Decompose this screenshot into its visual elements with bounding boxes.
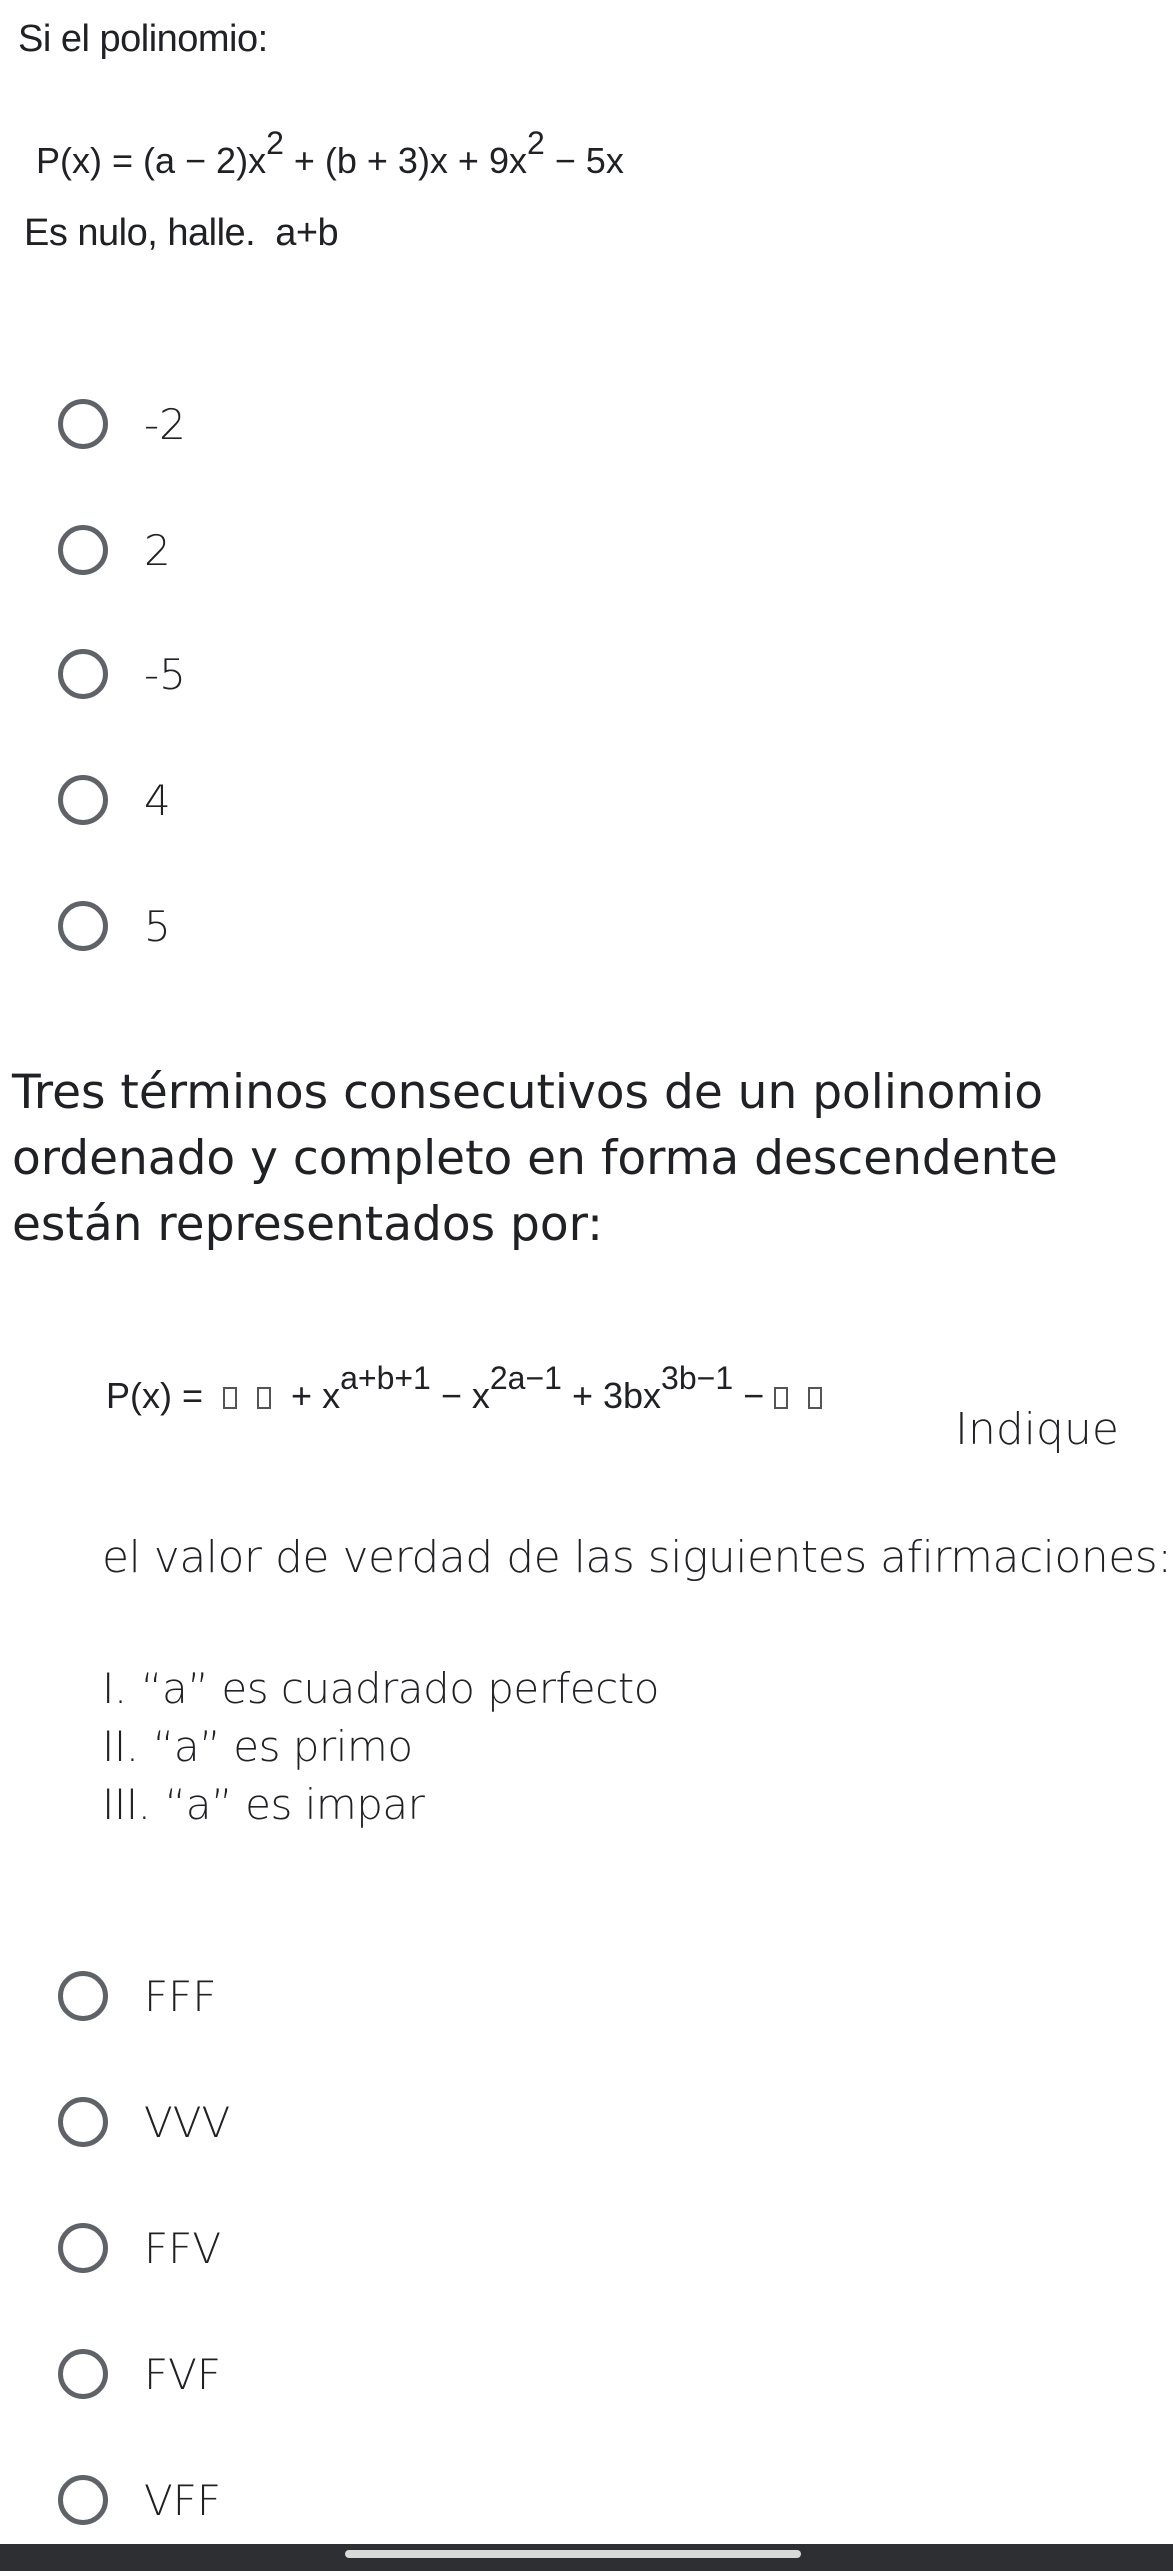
option-label: -5 <box>144 649 186 699</box>
radio-button[interactable] <box>58 399 108 449</box>
option-label: VVV <box>144 2097 231 2147</box>
option-label: FFF <box>144 1971 217 2021</box>
radio-button[interactable] <box>58 2475 108 2525</box>
system-navigation-bar <box>0 2544 1173 2571</box>
question-2-option[interactable] <box>58 2468 221 2532</box>
placeholder-box-icon <box>257 1387 271 1409</box>
option-label: -2 <box>144 399 186 449</box>
formula-term: + x <box>291 1375 341 1416</box>
question-1-option[interactable] <box>58 392 186 456</box>
question-2-option[interactable] <box>58 2216 221 2280</box>
question-2-statements <box>102 1660 659 1834</box>
radio-button[interactable] <box>58 2349 108 2399</box>
statement-number: III. <box>102 1780 151 1829</box>
question-1-prompt-expression: a+b <box>275 212 339 254</box>
question-1-option[interactable] <box>58 642 186 706</box>
formula-lhs: P(x) = (a − 2)x <box>36 140 267 181</box>
question-1-prompt-text: Es nulo, halle. <box>24 212 256 254</box>
formula-exponent: a+b+1 <box>340 1360 431 1396</box>
question-1-option[interactable] <box>58 894 171 958</box>
formula-tail: − 5x <box>544 140 624 181</box>
radio-button[interactable] <box>58 1971 108 2021</box>
statement-text: “a” es cuadrado perfecto <box>140 1664 659 1713</box>
question-2-indique: Indique <box>955 1404 1119 1455</box>
radio-button[interactable] <box>58 901 108 951</box>
formula-exponent: 2a−1 <box>489 1360 562 1396</box>
option-label: 2 <box>144 525 171 575</box>
option-label: 4 <box>144 775 171 825</box>
radio-button[interactable] <box>58 2223 108 2273</box>
statement-number: II. <box>102 1722 139 1771</box>
formula-lhs: P(x) = <box>106 1375 204 1416</box>
formula-term: − <box>733 1375 765 1416</box>
formula-exponent: 3b−1 <box>661 1360 734 1396</box>
option-label: FVF <box>144 2349 222 2399</box>
question-1-prompt <box>24 212 338 255</box>
formula-term: + 3bx <box>561 1375 662 1416</box>
question-2-title: Tres términos consecutivos de un polinomio ordenado y completo en forma descendente están representados por: <box>12 1065 1058 1252</box>
question-1-formula <box>36 125 624 182</box>
question-1-option[interactable] <box>58 518 171 582</box>
radio-button[interactable] <box>58 2097 108 2147</box>
question-2-option[interactable] <box>58 2090 230 2154</box>
question-1-intro: Si el polinomio: <box>18 18 268 60</box>
formula-exponent: 2 <box>266 125 284 161</box>
formula-middle: + (b + 3)x + 9x <box>283 140 527 181</box>
option-label: 5 <box>144 901 171 951</box>
placeholder-box-icon <box>774 1387 788 1409</box>
placeholder-box-icon <box>223 1387 237 1409</box>
option-label: VFF <box>144 2475 222 2525</box>
home-gesture-handle[interactable] <box>345 2550 801 2558</box>
question-2-prompt: el valor de verdad de las siguientes afirmaciones: <box>102 1532 1172 1583</box>
option-label: FFV <box>144 2223 222 2273</box>
question-2-option[interactable] <box>58 2342 221 2406</box>
placeholder-box-icon <box>808 1387 822 1409</box>
question-1-option[interactable] <box>58 768 171 832</box>
question-2-option[interactable] <box>58 1964 216 2028</box>
statement-item <box>102 1660 659 1718</box>
formula-term: − x <box>430 1375 490 1416</box>
radio-button[interactable] <box>58 525 108 575</box>
radio-button[interactable] <box>58 649 108 699</box>
statement-number: I. <box>102 1664 127 1713</box>
formula-exponent: 2 <box>526 125 545 161</box>
statement-item <box>102 1776 659 1834</box>
statement-item <box>102 1718 659 1776</box>
statement-text: “a” es primo <box>152 1722 413 1771</box>
question-2-formula <box>106 1360 832 1417</box>
statement-text: “a” es impar <box>164 1780 425 1829</box>
radio-button[interactable] <box>58 775 108 825</box>
